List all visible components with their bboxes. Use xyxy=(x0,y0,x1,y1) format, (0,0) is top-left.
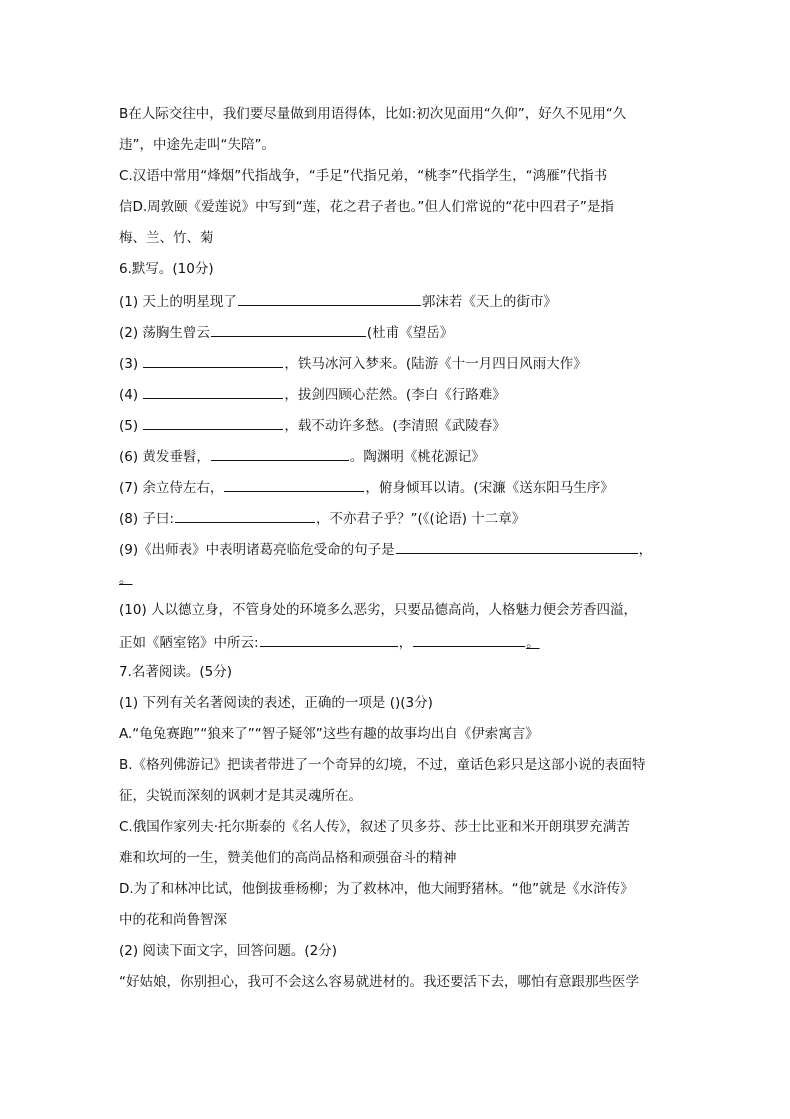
q7-sub-2: (2) 阅读下面文字，回答问题。(2分) xyxy=(119,943,338,959)
answer-blank[interactable] xyxy=(175,507,315,523)
q7-sub-1: (1) 下列有关名著阅读的表述，正确的一项是 ()(3分) xyxy=(119,695,433,711)
answer-blank[interactable] xyxy=(143,383,283,399)
q6-item-3: (3) ，铁马冰河入梦来。(陆游《十一月四日风雨大作》 xyxy=(119,352,664,374)
option-b-line-2: 违”，中途先走叫“失陪”。 xyxy=(119,137,275,153)
answer-blank[interactable] xyxy=(260,631,398,647)
q6-item-1: (1) 天上的明星现了 郭沫若《天上的街市》 xyxy=(119,290,664,312)
q6-item-8: (8) 子曰: ，不亦君子乎？”(《(论语) 十二章》 xyxy=(119,507,664,529)
q7-heading: 7.名著阅读。(5分) xyxy=(119,664,233,680)
option-b-line-1: B在人际交往中，我们要尽量做到用语得体，比如:初次见面用“久仰”，好久不见用“久 xyxy=(119,106,627,122)
answer-blank[interactable] xyxy=(211,321,366,337)
q6-heading: 6.默写。(10分) xyxy=(119,261,214,277)
q6-item-9-end: 。 xyxy=(119,571,133,587)
q7-option-c-line-1: C.俄国作家列夫·托尔斯泰的《名人传》，叙述了贝多芬、莎士比亚和米开朗琪罗充满苦 xyxy=(119,819,630,835)
option-cd-line: 信D.周敦颐《爱莲说》中写到“莲，花之君子者也。”但人们常说的“花中四君子”是指 xyxy=(119,199,614,215)
q7-option-d-line-2: 中的花和尚鲁智深 xyxy=(119,912,227,928)
answer-blank[interactable] xyxy=(413,631,525,647)
q6-item-4: (4) ，拔剑四顾心茫然。(李白《行路难》 xyxy=(119,383,664,405)
answer-blank[interactable] xyxy=(143,352,283,368)
q7-option-b-line-2: 征，尖锐而深刻的讽刺才是其灵魂所在。 xyxy=(119,788,362,804)
q6-item-10-line-1: (10) 人以德立身，不管身处的环境多么恶劣，只要品德高尚，人格魅力便会芳香四溢， xyxy=(119,602,638,618)
q6-item-6: (6) 黄发垂髫， 。陶渊明《桃花源记》 xyxy=(119,445,664,467)
answer-blank[interactable] xyxy=(238,290,421,306)
q6-item-10-line-2: 正如《陋室铭》中所云: ， 。 xyxy=(119,631,664,653)
option-d-line-2: 梅、兰、竹、菊 xyxy=(119,230,214,246)
q7-option-c-line-2: 难和坎坷的一生，赞美他们的高尚品格和顽强奋斗的精神 xyxy=(119,850,457,866)
q6-item-2: (2) 荡胸生曾云 (杜甫《望岳》 xyxy=(119,321,664,343)
q7-option-b-line-1: B.《格列佛游记》把读者带进了一个奇异的幻境，不过，童话色彩只是这部小说的表面特 xyxy=(119,757,646,773)
q7-option-d-line-1: D.为了和林冲比试，他倒拔垂杨柳；为了救林冲，他大闹野猪林。“他”就是《水浒传》 xyxy=(119,881,634,897)
q7-option-a: A.“龟兔赛跑”“狼来了”“智子疑邻”这些有趣的故事均出自《伊索寓言》 xyxy=(119,726,539,742)
q6-item-7: (7) 余立侍左右， ，俯身倾耳以请。(宋濂《送东阳马生序》 xyxy=(119,476,664,498)
q7-passage-line-1: “好姑娘，你别担心，我可不会这么容易就进材的。我还要活下去，哪怕有意跟那些医学 xyxy=(119,974,639,990)
answer-blank[interactable] xyxy=(211,445,349,461)
q6-item-9: (9)《出师表》中表明诸葛亮临危受命的句子是 ， xyxy=(119,538,664,560)
answer-blank[interactable] xyxy=(396,538,638,554)
q6-item-5: (5) ，载不动许多愁。(李清照《武陵春》 xyxy=(119,414,664,436)
option-c-line-1: C.汉语中常用“烽烟”代指战争，“手足”代指兄弟，“桃李”代指学生，“鸿雁”代指书 xyxy=(119,168,608,184)
answer-blank[interactable] xyxy=(224,476,364,492)
answer-blank[interactable] xyxy=(143,414,283,430)
